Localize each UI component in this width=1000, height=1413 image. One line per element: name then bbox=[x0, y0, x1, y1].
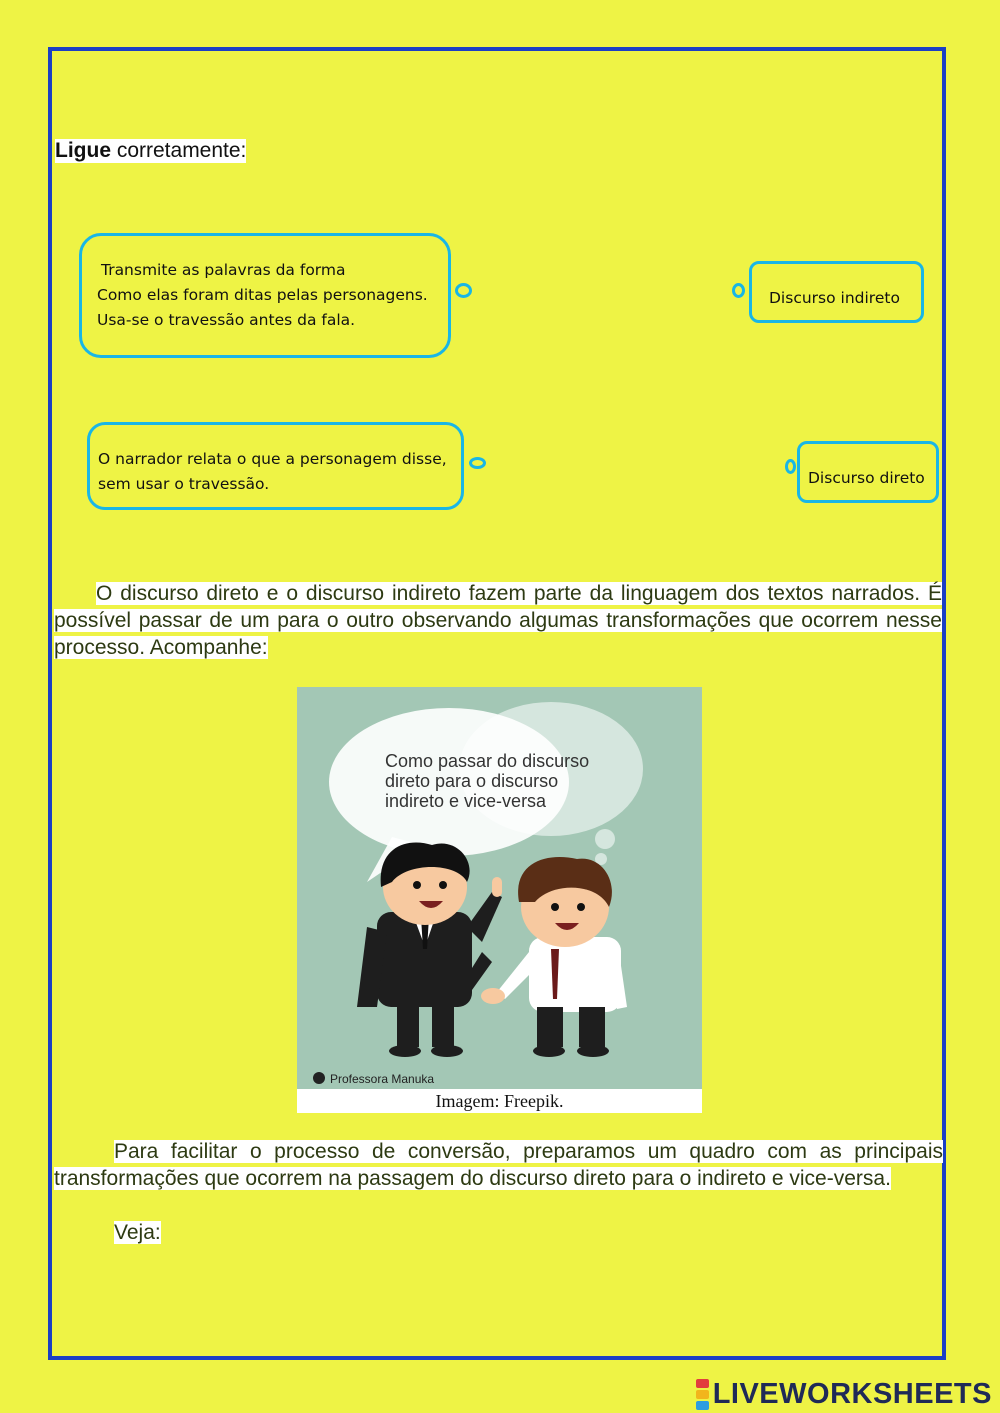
match-left-1-line-2: Como elas foram ditas pelas personagens. bbox=[97, 286, 428, 304]
credit-logo-icon bbox=[313, 1072, 325, 1084]
match-left-1-line-1: Transmite as palavras da forma bbox=[101, 261, 346, 279]
illustration-scene bbox=[297, 687, 702, 1089]
match-left-2-line-1: O narrador relata o que a personagem disse, bbox=[98, 450, 447, 468]
liveworksheets-logo-icon bbox=[696, 1378, 709, 1411]
paragraph-veja-text: Veja: bbox=[114, 1221, 161, 1244]
match-right-2-label: Discurso direto bbox=[808, 469, 925, 487]
paragraph-intro-text: O discurso direto e o discurso indireto fazem parte da linguagem dos textos narrados. É possível passar de um para o outro observando algumas transformações que ocorrem nesse processo. Acompanhe: bbox=[54, 582, 942, 659]
bubble-line-1: Como passar do discurso bbox=[385, 751, 590, 771]
match-right-box-2[interactable] bbox=[797, 441, 939, 503]
match-left-box-1[interactable] bbox=[79, 233, 451, 358]
bubble-line-3: indireto e vice-versa bbox=[385, 791, 547, 811]
match-right-1-label: Discurso indireto bbox=[769, 289, 900, 307]
thought-dot-1 bbox=[595, 829, 615, 849]
instruction-rest: corretamente: bbox=[111, 139, 247, 162]
match-left-box-2[interactable] bbox=[87, 422, 464, 510]
match-right-1-connector[interactable] bbox=[732, 283, 745, 298]
bubble-line-2: direto para o discurso bbox=[385, 771, 559, 791]
match-left-2-connector[interactable] bbox=[469, 457, 486, 469]
liveworksheets-logo-text: LIVEWORKSHEETS bbox=[712, 1378, 992, 1410]
instruction-title bbox=[55, 139, 246, 163]
match-right-2-connector[interactable] bbox=[785, 459, 796, 474]
paragraph-conversion-text: Para facilitar o processo de conversão, preparamos um quadro com as principais transformações que ocorrem na passagem do discurso direto para o indireto e vice-versa. bbox=[54, 1140, 943, 1190]
illustration-credit: Professora Manuka bbox=[330, 1072, 435, 1086]
paragraph-conversion bbox=[54, 1138, 943, 1192]
match-right-box-1[interactable] bbox=[749, 261, 924, 323]
paragraph-intro bbox=[54, 580, 942, 661]
instruction-bold: Ligue bbox=[55, 139, 111, 162]
match-left-1-line-3: Usa-se o travessão antes da fala. bbox=[97, 311, 356, 329]
paragraph-veja bbox=[54, 1219, 944, 1246]
illustration-figure bbox=[297, 687, 702, 1113]
image-caption: Imagem: Freepik. bbox=[435, 1091, 564, 1111]
liveworksheets-logo bbox=[696, 1378, 992, 1411]
match-left-2-line-2: sem usar o travessão. bbox=[98, 475, 270, 493]
match-left-1-connector[interactable] bbox=[455, 283, 472, 298]
